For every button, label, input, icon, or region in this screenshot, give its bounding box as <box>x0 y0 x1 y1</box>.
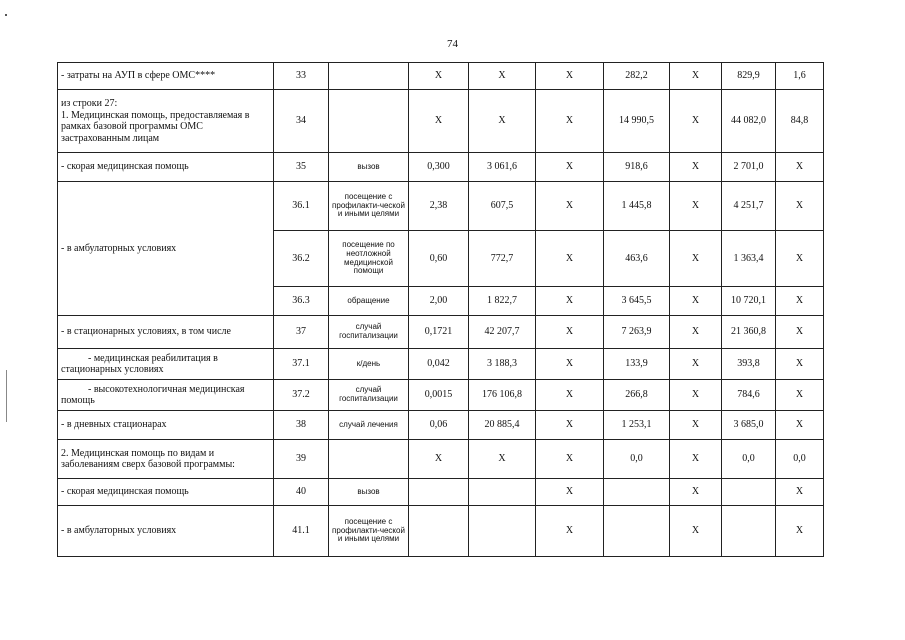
value-cell: Х <box>670 316 722 349</box>
value-cell: Х <box>670 287 722 316</box>
row-number: 37.1 <box>274 349 329 380</box>
value-cell <box>722 506 776 557</box>
value-cell: Х <box>776 506 824 557</box>
value-cell: Х <box>670 479 722 506</box>
value-cell: 14 990,5 <box>604 90 670 153</box>
unit-cell: случай госпитализации <box>329 316 409 349</box>
value-cell: 2 701,0 <box>722 153 776 182</box>
value-cell: 829,9 <box>722 63 776 90</box>
value-cell: Х <box>776 287 824 316</box>
value-cell: Х <box>776 182 824 231</box>
row-number: 41.1 <box>274 506 329 557</box>
page-number: 74 <box>447 38 458 50</box>
value-cell: 21 360,8 <box>722 316 776 349</box>
value-cell: Х <box>536 411 604 440</box>
value-cell: Х <box>536 182 604 231</box>
value-cell: 20 885,4 <box>469 411 536 440</box>
value-cell: 463,6 <box>604 231 670 287</box>
value-cell: 918,6 <box>604 153 670 182</box>
value-cell: 133,9 <box>604 349 670 380</box>
row-label: - скорая медицинская помощь <box>58 153 274 182</box>
value-cell: 176 106,8 <box>469 380 536 411</box>
value-cell: 7 263,9 <box>604 316 670 349</box>
value-cell: 10 720,1 <box>722 287 776 316</box>
row-number: 39 <box>274 440 329 479</box>
unit-cell: вызов <box>329 479 409 506</box>
unit-cell <box>329 90 409 153</box>
value-cell: Х <box>670 63 722 90</box>
unit-cell <box>329 440 409 479</box>
value-cell: Х <box>409 90 469 153</box>
table-row <box>58 90 824 153</box>
value-cell: Х <box>670 153 722 182</box>
unit-cell <box>329 63 409 90</box>
unit-cell: вызов <box>329 153 409 182</box>
unit-cell: случай лечения <box>329 411 409 440</box>
value-cell: 0,0 <box>604 440 670 479</box>
table-row <box>58 349 824 380</box>
value-cell: Х <box>776 153 824 182</box>
value-cell: 0,1721 <box>409 316 469 349</box>
row-number: 33 <box>274 63 329 90</box>
value-cell: Х <box>776 316 824 349</box>
value-cell: Х <box>670 182 722 231</box>
row-number: 38 <box>274 411 329 440</box>
value-cell: Х <box>536 349 604 380</box>
value-cell: 3 685,0 <box>722 411 776 440</box>
value-cell: Х <box>536 63 604 90</box>
row-number: 37.2 <box>274 380 329 411</box>
value-cell: Х <box>670 90 722 153</box>
row-number: 37 <box>274 316 329 349</box>
value-cell: Х <box>670 231 722 287</box>
table-row <box>58 411 824 440</box>
value-cell: 3 645,5 <box>604 287 670 316</box>
unit-cell: посещение по неотложной медицинской помощи <box>329 231 409 287</box>
value-cell <box>604 506 670 557</box>
value-cell: 3 188,3 <box>469 349 536 380</box>
unit-cell: обращение <box>329 287 409 316</box>
value-cell: Х <box>536 231 604 287</box>
row-number: 35 <box>274 153 329 182</box>
value-cell: Х <box>409 440 469 479</box>
value-cell: 1 445,8 <box>604 182 670 231</box>
row-label: - в амбулаторных условиях <box>58 182 274 316</box>
value-cell: Х <box>536 90 604 153</box>
value-cell: 1 822,7 <box>469 287 536 316</box>
value-cell <box>722 479 776 506</box>
unit-cell: к/день <box>329 349 409 380</box>
table-row <box>58 440 824 479</box>
row-label: - в дневных стационарах <box>58 411 274 440</box>
value-cell: Х <box>670 380 722 411</box>
value-cell: 0,300 <box>409 153 469 182</box>
value-cell: 2,00 <box>409 287 469 316</box>
unit-cell: посещение с профилакти-ческой и иными целями <box>329 506 409 557</box>
value-cell: 0,60 <box>409 231 469 287</box>
table-row <box>58 380 824 411</box>
value-cell: 266,8 <box>604 380 670 411</box>
table-row <box>58 479 824 506</box>
value-cell: 44 082,0 <box>722 90 776 153</box>
value-cell: Х <box>670 411 722 440</box>
row-label: - высокотехнологичная медицинская помощь <box>58 380 274 411</box>
row-label: из строки 27: 1. Медицинская помощь, предоставляемая в рамках базовой программы ОМС застрахованным лицам <box>58 90 274 153</box>
value-cell: 3 061,6 <box>469 153 536 182</box>
value-cell: Х <box>536 479 604 506</box>
row-number: 36.2 <box>274 231 329 287</box>
row-number: 34 <box>274 90 329 153</box>
value-cell: 1 363,4 <box>722 231 776 287</box>
value-cell: 0,06 <box>409 411 469 440</box>
value-cell: Х <box>776 479 824 506</box>
value-cell: Х <box>469 63 536 90</box>
value-cell: 42 207,7 <box>469 316 536 349</box>
row-number: 36.1 <box>274 182 329 231</box>
row-label: 2. Медицинская помощь по видам и заболеваниям сверх базовой программы: <box>58 440 274 479</box>
value-cell: Х <box>536 380 604 411</box>
value-cell: 1,6 <box>776 63 824 90</box>
unit-cell: посещение с профилакти-ческой и иными целями <box>329 182 409 231</box>
value-cell: 393,8 <box>722 349 776 380</box>
value-cell: 84,8 <box>776 90 824 153</box>
value-cell: 607,5 <box>469 182 536 231</box>
value-cell: 784,6 <box>722 380 776 411</box>
value-cell: Х <box>776 349 824 380</box>
data-table <box>57 62 824 557</box>
value-cell <box>409 506 469 557</box>
value-cell: 282,2 <box>604 63 670 90</box>
value-cell: Х <box>670 440 722 479</box>
row-label: - в стационарных условиях, в том числе <box>58 316 274 349</box>
value-cell: 0,0 <box>776 440 824 479</box>
value-cell <box>469 479 536 506</box>
value-cell: Х <box>536 506 604 557</box>
value-cell: Х <box>776 231 824 287</box>
row-label: - затраты на АУП в сфере ОМС**** <box>58 63 274 90</box>
table-row <box>58 153 824 182</box>
value-cell: 0,0015 <box>409 380 469 411</box>
value-cell: 0,0 <box>722 440 776 479</box>
value-cell: Х <box>469 440 536 479</box>
value-cell <box>409 479 469 506</box>
value-cell: Х <box>670 506 722 557</box>
table-row <box>58 63 824 90</box>
value-cell: Х <box>776 380 824 411</box>
value-cell: Х <box>536 440 604 479</box>
value-cell: Х <box>409 63 469 90</box>
value-cell: 772,7 <box>469 231 536 287</box>
value-cell: Х <box>536 153 604 182</box>
table-row <box>58 182 824 231</box>
value-cell <box>604 479 670 506</box>
value-cell: Х <box>670 349 722 380</box>
scan-speck <box>5 14 7 16</box>
value-cell <box>469 506 536 557</box>
value-cell: Х <box>776 411 824 440</box>
row-number: 40 <box>274 479 329 506</box>
value-cell: 4 251,7 <box>722 182 776 231</box>
value-cell: 1 253,1 <box>604 411 670 440</box>
table-row <box>58 506 824 557</box>
row-label: - в амбулаторных условиях <box>58 506 274 557</box>
scan-margin-mark <box>6 370 7 422</box>
value-cell: 2,38 <box>409 182 469 231</box>
unit-cell: случай госпитализации <box>329 380 409 411</box>
table-row <box>58 316 824 349</box>
row-label: - скорая медицинская помощь <box>58 479 274 506</box>
row-number: 36.3 <box>274 287 329 316</box>
value-cell: Х <box>536 287 604 316</box>
value-cell: 0,042 <box>409 349 469 380</box>
value-cell: Х <box>536 316 604 349</box>
value-cell: Х <box>469 90 536 153</box>
row-label: - медицинская реабилитация в стационарных условиях <box>58 349 274 380</box>
